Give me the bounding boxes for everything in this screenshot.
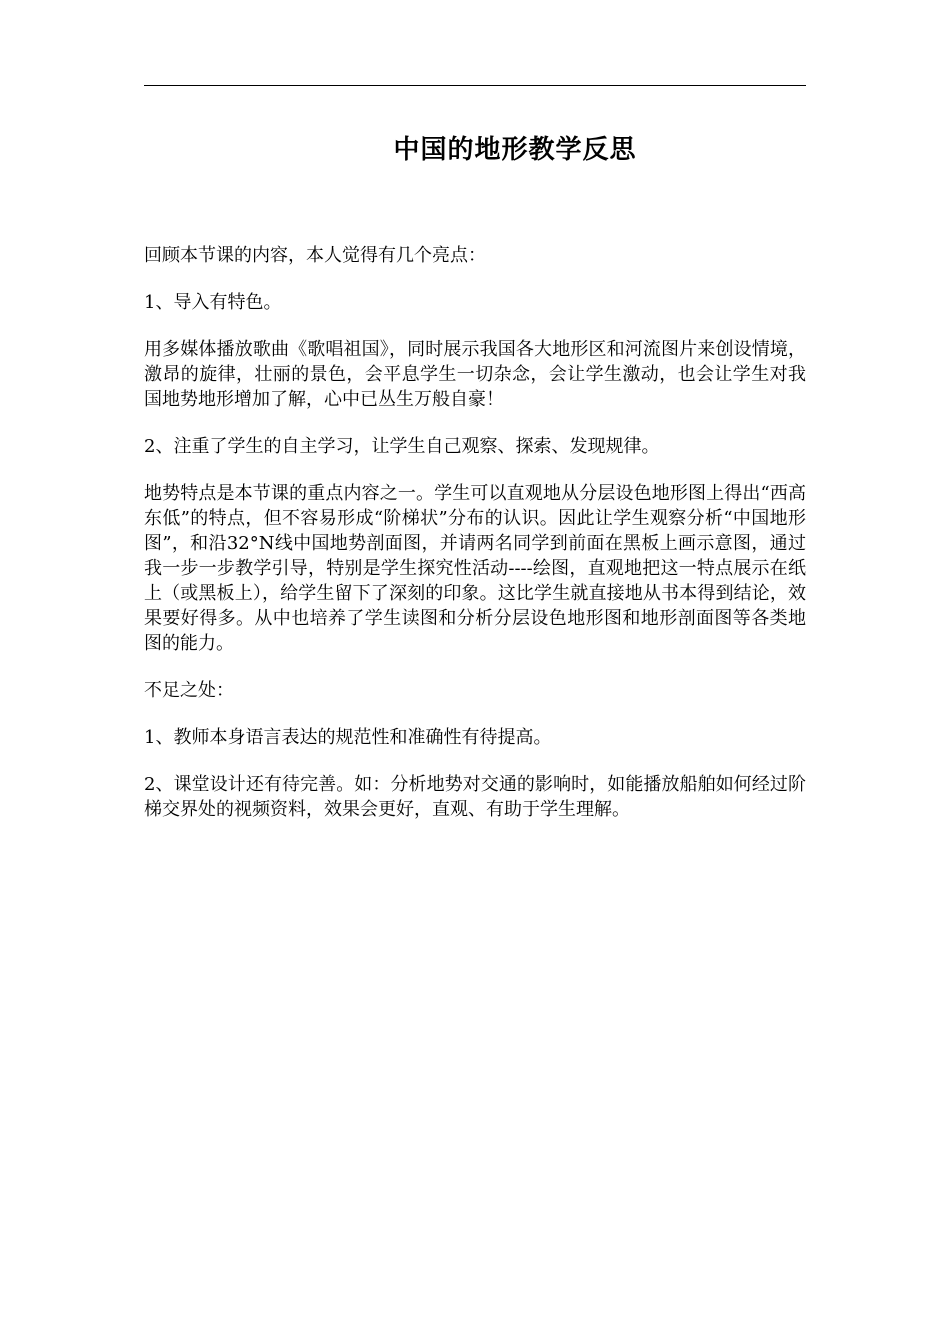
paragraph-highlight-2-body: 地势特点是本节课的重点内容之一。学生可以直观地从分层设色地形图上得出“西高东低”的特点，但不容易形成“阶梯状”分布的认识。因此让学生观察分析“中国地形图”，和沿32°N线中国地势剖面图，并请两名同学到前面在黑板上画示意图，通过我一步一步教学引导，特别是学生探究性活动----绘图，直观地把这一特点展示在纸上（或黑板上），给学生留下了深刻的印象。这比学生就直接地从书本得到结论，效果要好得多。从中也培养了学生读图和分析分层设色地形图和地形剖面图等各类地图的能力。 bbox=[144, 483, 806, 654]
document-body bbox=[144, 243, 806, 844]
paragraph-intro: 回顾本节课的内容，本人觉得有几个亮点： bbox=[144, 245, 486, 266]
header-rule bbox=[144, 85, 806, 86]
paragraph-shortcoming-1: 1、教师本身语言表达的规范性和准确性有待提高。 bbox=[144, 727, 552, 748]
paragraph-shortcoming-2: 2、课堂设计还有待完善。如：分析地势对交通的影响时，如能播放船舶如何经过阶梯交界处的视频资料，效果会更好，直观、有助于学生理解。 bbox=[144, 774, 806, 820]
paragraph-highlight-1-body: 用多媒体播放歌曲《歌唱祖国》，同时展示我国各大地形区和河流图片来创设情境，激昂的旋律，壮丽的景色，会平息学生一切杂念，会让学生激动，也会让学生对我国地势地形增加了解，心中已丛生万般自豪！ bbox=[144, 339, 806, 410]
document-title: 中国的地形教学反思 bbox=[393, 135, 637, 165]
paragraph-highlight-1-heading: 1、导入有特色。 bbox=[144, 292, 282, 313]
paragraph-highlight-2-heading: 2、注重了学生的自主学习，让学生自己观察、探索、发现规律。 bbox=[144, 436, 660, 457]
paragraph-shortcomings-heading: 不足之处： bbox=[144, 680, 234, 701]
